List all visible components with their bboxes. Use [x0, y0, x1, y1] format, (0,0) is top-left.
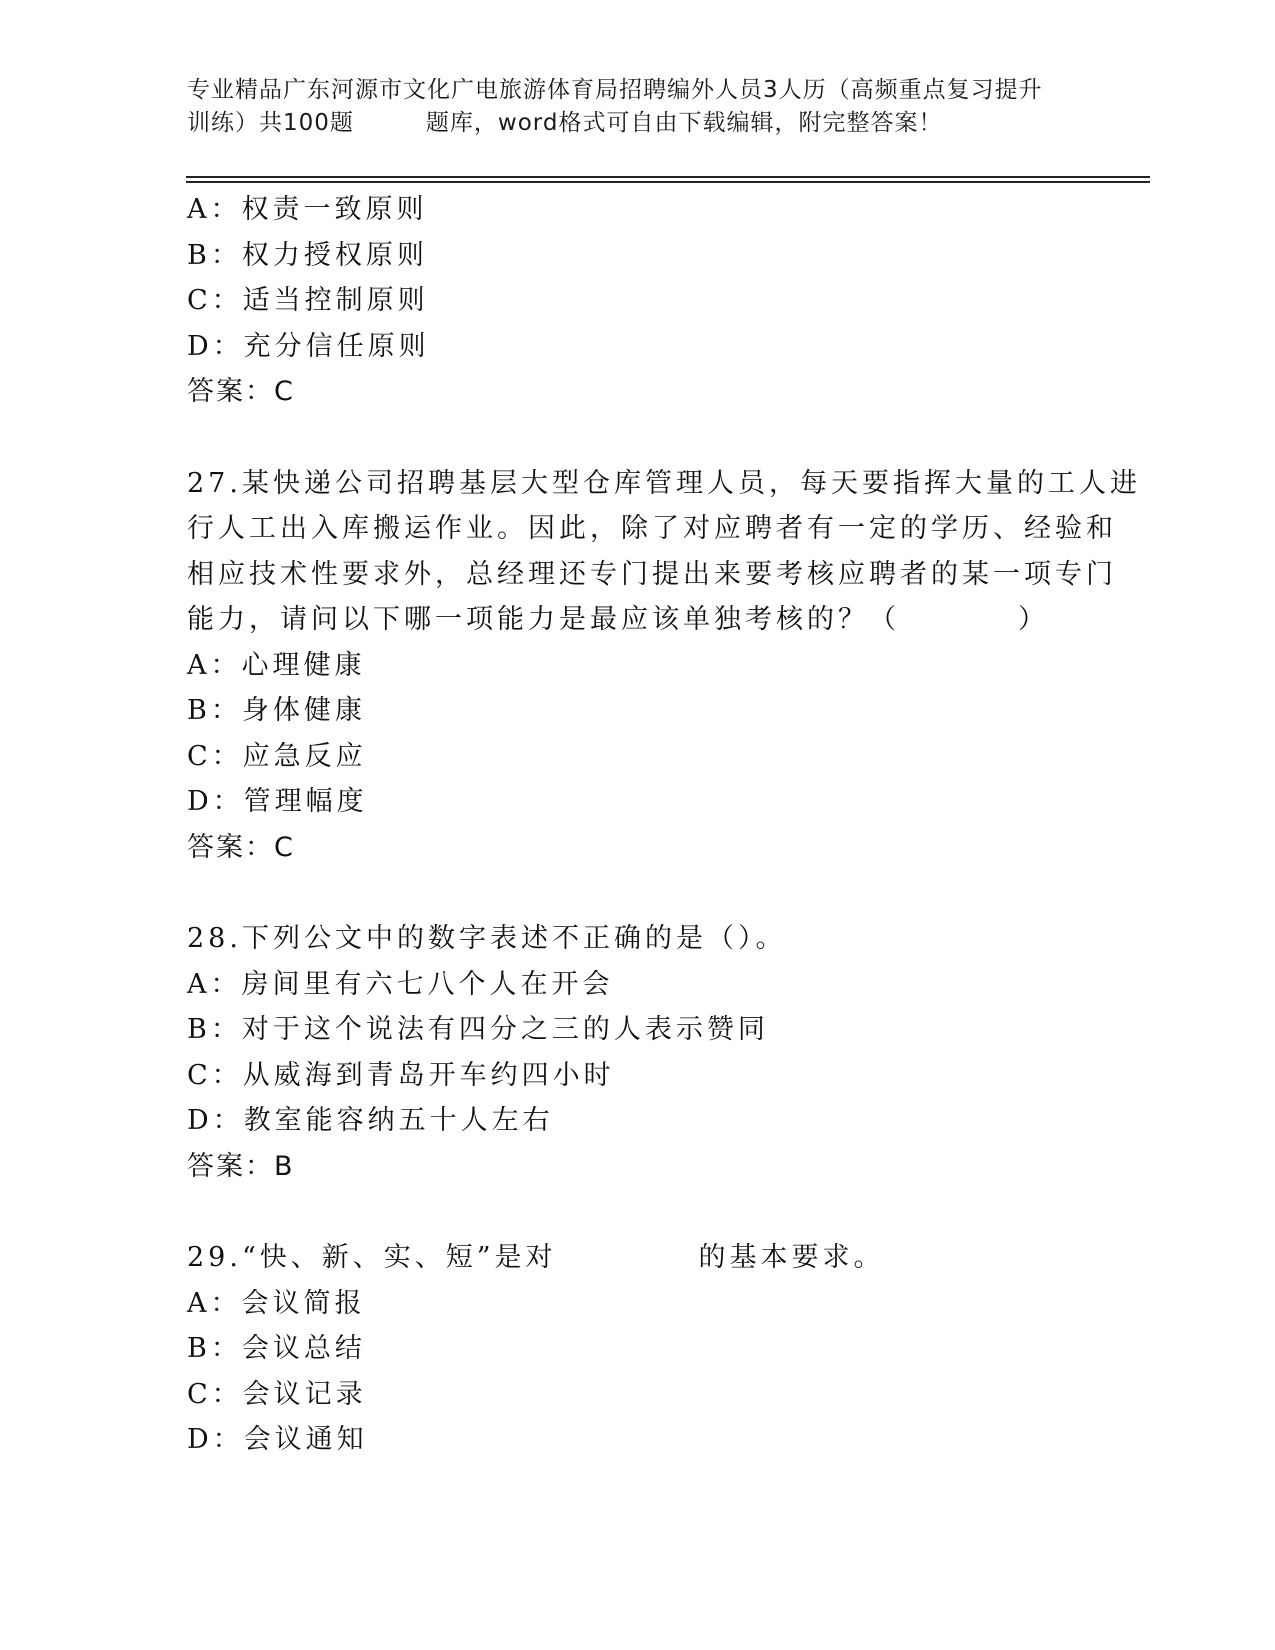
document-body [187, 187, 1141, 1463]
option-d: D：会议通知 [187, 1424, 368, 1455]
option-c: C：应急反应 [187, 740, 367, 772]
header-divider-bottom [186, 181, 1150, 183]
question-stem-text: 能力，请问以下哪一项能力是最应该单独考核的？（ [187, 604, 900, 635]
header-line-2-start: 训练）共100题 [187, 110, 354, 136]
question-stem-end: 的基本要求。 [698, 1242, 885, 1273]
option-d: D：充分信任原则 [187, 330, 430, 362]
question-spacer [187, 1189, 1087, 1235]
option-d: D：教室能容纳五十人左右 [187, 1105, 554, 1136]
question-28 [187, 916, 1087, 1189]
question-stem-line [187, 597, 1087, 643]
question-stem-line: 27.某快递公司招聘基层大型仓库管理人员，每天要指挥大量的工人进 [187, 467, 1141, 499]
option-a: A：权责一致原则 [187, 194, 428, 225]
answer-line: 答案：B [187, 1150, 295, 1182]
header-line-1: 专业精品广东河源市文化广电旅游体育局招聘编外人员3人历（高频重点复习提升 [187, 77, 1043, 103]
option-a: A：心理健康 [187, 649, 366, 681]
option-c: C：适当控制原则 [187, 285, 429, 316]
answer-line: 答案：C [187, 376, 295, 407]
question-stem-line [187, 1235, 1087, 1281]
question-29 [187, 1235, 1087, 1463]
header-divider-top [186, 176, 1150, 178]
question-26 [187, 187, 1087, 415]
option-b: B：会议总结 [187, 1333, 366, 1364]
option-d: D：管理幅度 [187, 786, 368, 817]
question-stem-line: 28.下列公文中的数字表述不正确的是（）。 [187, 923, 787, 954]
option-b: B：权力授权原则 [187, 239, 428, 271]
option-b: B：对于这个说法有四分之三的人表示赞同 [187, 1014, 769, 1045]
header-line-2-end: 题库，word格式可自由下载编辑，附完整答案！ [425, 110, 943, 136]
question-stem-line: 行人工出入库搬运作业。因此，除了对应聘者有一定的学历、经验和 [187, 513, 1117, 544]
question-stem-line: 相应技术性要求外，总经理还专门提出来要考核应聘者的某一项专门 [187, 558, 1117, 590]
option-a: A：会议简报 [187, 1287, 366, 1319]
option-b: B：身体健康 [187, 695, 366, 726]
document-header [187, 74, 1087, 140]
question-spacer [187, 415, 1087, 461]
option-c: C：会议记录 [187, 1378, 367, 1410]
answer-line: 答案：C [187, 831, 295, 863]
question-stem-close: ） [1018, 604, 1049, 635]
question-spacer [187, 870, 1087, 916]
question-27 [187, 461, 1141, 871]
header-line-2 [187, 107, 1087, 140]
option-a: A：房间里有六七八个人在开会 [187, 968, 614, 1000]
option-c: C：从威海到青岛开车约四小时 [187, 1059, 615, 1091]
question-stem-text: 29.“快、新、实、短”是对 [187, 1242, 557, 1273]
